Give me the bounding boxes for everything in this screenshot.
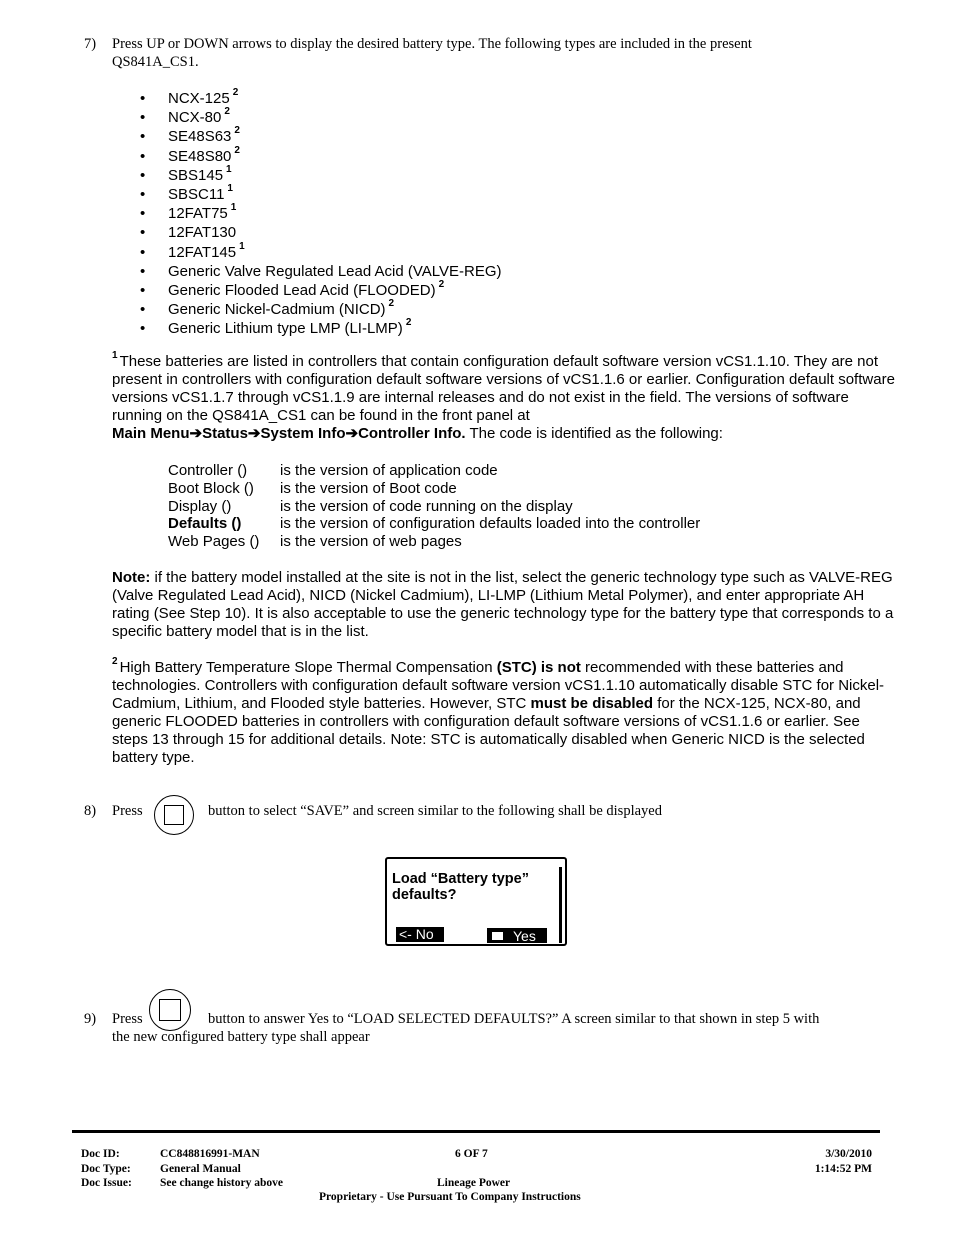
battery-type-list xyxy=(140,89,502,339)
doc-type-label: Doc Type: xyxy=(81,1162,131,1175)
battery-list-item xyxy=(140,281,502,300)
footnote-ref: 2 xyxy=(234,125,240,137)
company-name: Lineage Power xyxy=(437,1177,511,1189)
footnote-ref: 1 xyxy=(239,240,245,252)
battery-list-item xyxy=(140,300,502,319)
battery-list-item xyxy=(140,223,502,242)
footnote-1-text: These batteries are listed in controllers that contain configuration default software version vCS1.1.10. They are not present in controllers with configuration default software versions of vCS1.1.6 or earlier. Configuration default software versions vCS1.1.7 through vCS1.1.9 are internal releases and do not exist in the field. The versions of software running on the QS841A_CS1 can be found in the front panel at xyxy=(112,353,895,424)
battery-name: 12FAT145 xyxy=(168,243,237,261)
battery-list-item xyxy=(140,108,502,127)
select-button-icon xyxy=(154,795,194,835)
battery-name: NCX-80 xyxy=(168,109,222,127)
lcd-yes-label: Yes xyxy=(513,928,536,944)
version-code-desc: is the version of code running on the display xyxy=(280,497,573,515)
version-code-row xyxy=(168,533,700,551)
version-code-row xyxy=(168,515,700,533)
battery-name: NCX-125 xyxy=(168,90,230,107)
footnote-marker: 2 xyxy=(112,656,118,667)
battery-name: SBSC11 xyxy=(168,186,225,204)
note-label: Note: xyxy=(112,569,151,586)
battery-list-item xyxy=(140,163,502,185)
battery-name: 12FAT75 xyxy=(168,205,228,223)
version-code-row xyxy=(168,498,700,516)
battery-name: SE48S80 xyxy=(168,147,232,165)
lcd-scrollbar xyxy=(559,867,562,943)
step-number: 7) xyxy=(84,36,97,52)
step-9-text-cont: the new configured battery type shall appear xyxy=(112,1029,370,1045)
lcd-line-1: Load “Battery type” xyxy=(392,871,529,887)
lcd-line-2: defaults? xyxy=(392,887,457,903)
footnote-ref: 2 xyxy=(438,279,445,291)
step-8-press: Press xyxy=(112,803,143,819)
doc-id: CC848816991-MAN xyxy=(160,1148,260,1160)
footnote-2-text: recommended with these batteries and technologies. Controllers with configuration default software version vCS1.1.10 automatically disable STC for Nickel-Cadmium, Lithium, and Flooded style batteries. However, STC xyxy=(112,659,885,712)
version-code-row xyxy=(168,480,700,498)
version-code-desc: is the version of application code xyxy=(280,462,498,479)
note-text: if the battery model installed at the site is not in the list, select the generic technology type such as VALVE-REG (Valve Regulated Lead Acid), NICD (Nickel Cadmium), LI-LMP (Lithium Metal Polymer), and enter appropriate AH rating (See Step 10). It is also acceptable to use the generic technology type for the battery type that corresponds to a specific battery model that is in the list. xyxy=(112,569,894,640)
enter-icon xyxy=(492,932,503,940)
battery-list-item xyxy=(140,319,502,338)
step-9-number: 9) xyxy=(84,1011,97,1027)
footnote-ref: 1 xyxy=(227,183,233,195)
doc-id-label: Doc ID: xyxy=(81,1148,120,1160)
menu-path-suffix: The code is identified as the following: xyxy=(465,424,723,442)
footnote-1 xyxy=(112,350,896,443)
version-code-row xyxy=(168,462,700,480)
step-8-text: button to select “SAVE” and screen similar to the following shall be displayed xyxy=(208,803,662,819)
step-9-text: button to answer Yes to “LOAD SELECTED DEFAULTS?” A screen similar to that shown in step 5 with xyxy=(208,1011,820,1027)
battery-name: Generic Lithium type LMP (LI-LMP) xyxy=(168,320,403,338)
step-text: Press UP or DOWN arrows to display the desired battery type. The following types are included in the present QS841A_CS1. xyxy=(112,36,752,70)
version-code-name: Controller () xyxy=(168,462,248,479)
battery-list-item xyxy=(140,144,502,166)
footnote-2 xyxy=(112,656,896,766)
lcd-yes-option xyxy=(487,928,547,943)
version-code-table xyxy=(168,462,700,551)
battery-name: Generic Valve Regulated Lead Acid (VALVE-REG) xyxy=(168,262,502,280)
battery-list-item xyxy=(140,262,502,281)
footnote-2-text: High Battery Temperature Slope Thermal Compensation xyxy=(119,659,497,676)
footnote-2-text: for the NCX-125, NCX-80, and generic FLOODED batteries in controllers with configuration default software versions of vCS1.1.6 or earlier. See steps 13 through 15 for additional details. Note: STC is automatically disabled when Generic NICD is the selected battery type. xyxy=(112,694,865,766)
note-paragraph xyxy=(112,569,896,641)
footer-time: 1:14:52 PM xyxy=(814,1162,872,1175)
footer-date: 3/30/2010 xyxy=(825,1148,872,1160)
footnote-ref: 2 xyxy=(405,317,412,329)
battery-list-item xyxy=(140,127,502,146)
footnote-2-bold: (STC) is not xyxy=(496,659,581,676)
footnote-ref: 2 xyxy=(224,106,230,118)
footer-labels xyxy=(81,1147,132,1191)
doc-type: General Manual xyxy=(160,1162,241,1175)
version-code-desc: is the version of configuration defaults loaded into the controller xyxy=(280,515,701,533)
lcd-no-option: <- No xyxy=(396,927,444,942)
version-code-name: Display () xyxy=(168,497,232,515)
lcd-screen xyxy=(385,857,567,946)
version-code-desc: is the version of web pages xyxy=(280,533,462,551)
doc-issue: See change history above xyxy=(160,1177,283,1189)
proprietary-notice: Proprietary - Use Pursuant To Company Instructions xyxy=(319,1191,581,1203)
step-8-number: 8) xyxy=(84,803,97,819)
footnote-ref: 2 xyxy=(234,144,240,156)
footnote-2-bold: must be disabled xyxy=(530,694,654,712)
battery-name: SBS145 xyxy=(168,166,224,184)
battery-list-item xyxy=(140,204,502,223)
step-9-press: Press xyxy=(112,1011,143,1027)
page-number: 6 OF 7 xyxy=(455,1148,488,1160)
footnote-ref: 2 xyxy=(232,87,239,98)
footnote-ref: 1 xyxy=(226,163,232,175)
battery-name: 12FAT130 xyxy=(168,224,237,242)
footnote-ref: 1 xyxy=(230,202,237,214)
battery-name: Generic Nickel-Cadmium (NICD) xyxy=(168,301,386,319)
battery-list-item xyxy=(140,185,502,204)
footnote-ref: 2 xyxy=(388,298,395,310)
battery-list-item xyxy=(140,240,502,262)
version-code-name: Defaults () xyxy=(168,515,242,533)
version-code-name: Boot Block () xyxy=(168,479,254,497)
menu-path: Main Menu➔Status➔System Info➔Controller Info. xyxy=(112,424,466,442)
battery-name: Generic Flooded Lead Acid (FLOODED) xyxy=(168,282,436,300)
footnote-marker: 1 xyxy=(112,350,118,361)
footer-datetime xyxy=(815,1147,872,1176)
footer-values xyxy=(160,1147,283,1191)
doc-issue-label: Doc Issue: xyxy=(81,1177,132,1189)
version-code-desc: is the version of Boot code xyxy=(280,479,457,497)
select-button-icon xyxy=(149,989,191,1031)
battery-list-item xyxy=(140,89,502,108)
footer-rule xyxy=(72,1130,880,1133)
version-code-name: Web Pages () xyxy=(168,533,260,551)
battery-name: SE48S63 xyxy=(168,128,232,146)
